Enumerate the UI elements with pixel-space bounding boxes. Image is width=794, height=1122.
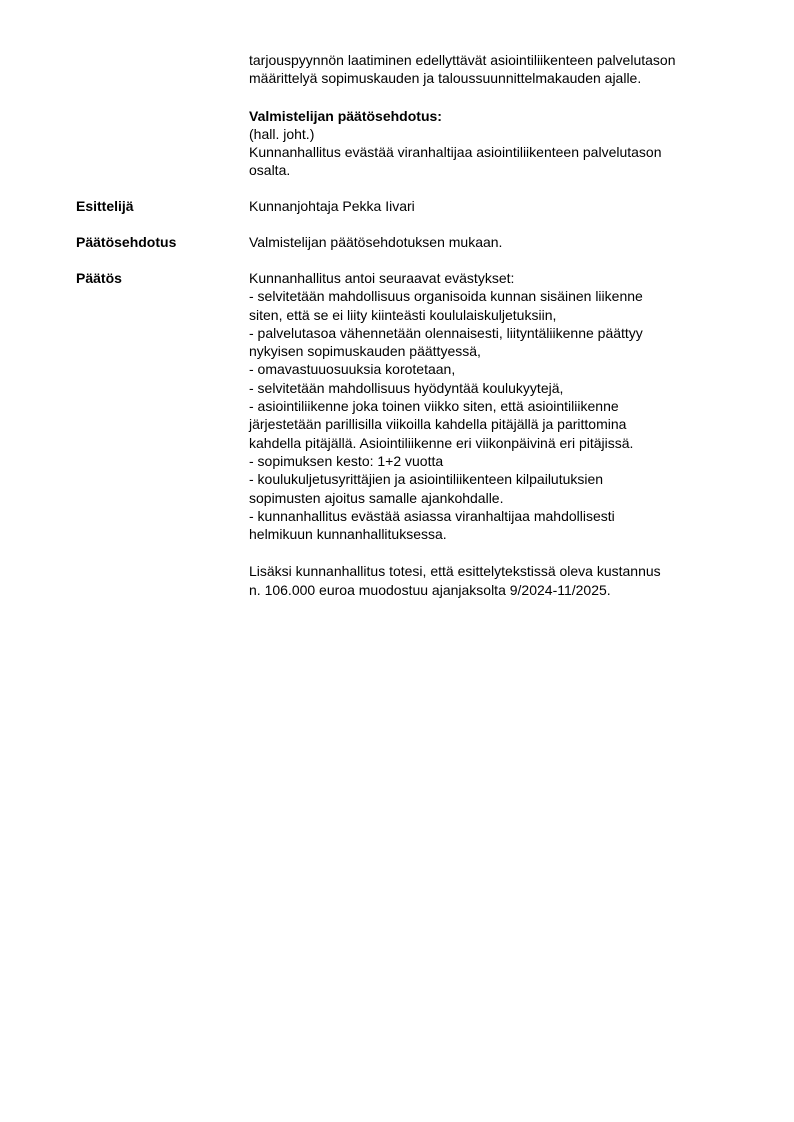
proposal-line: Kunnanhallitus evästää viranhaltijaa asiointiliikenteen palvelutason — [249, 144, 662, 161]
intro-section — [249, 51, 749, 180]
paatos-line: - sopimuksen kesto: 1+2 vuotta — [249, 452, 444, 469]
spacer — [249, 543, 749, 562]
proposal-line: osalta. — [249, 162, 291, 179]
paatosehdotus-label: Päätösehdotus — [76, 234, 177, 250]
paatos-label: Päätös — [76, 270, 122, 286]
paatos-line: - koulukuljetusyrittäjien ja asiointiliikenteen kilpailutuksien — [249, 471, 604, 488]
paatos-line: - palvelutasoa vähennetään olennaisesti, liityntäliikenne päättyy — [249, 324, 643, 341]
paatos-line: - selvitetään mahdollisuus hyödyntää koulukyytejä, — [249, 379, 564, 396]
proposal-heading: Valmistelijan päätösehdotus: — [249, 107, 442, 124]
addendum-line: n. 106.000 euroa muodostuu ajanjaksolta 9/2024-11/2025. — [249, 581, 611, 598]
intro-line: tarjouspyynnön laatiminen edellyttävät asiointiliikenteen palvelutason — [249, 52, 676, 68]
paatos-line: Kunnanhallitus antoi seuraavat evästykset: — [249, 270, 515, 286]
proposal-author: (hall. joht.) — [249, 125, 315, 142]
addendum-line: Lisäksi kunnanhallitus totesi, että esittelytekstissä oleva kustannus — [249, 563, 661, 580]
spacer — [249, 88, 749, 107]
paatos-line: nykyisen sopimuskauden päättyessä, — [249, 343, 481, 360]
paatos-line: kahdella pitäjällä. Asiointiliikenne eri viikonpäivinä eri pitäjissä. — [249, 434, 634, 451]
paatos-content — [249, 269, 749, 599]
paatos-line: - selvitetään mahdollisuus organisoida kunnan sisäinen liikenne — [249, 288, 643, 305]
paatos-line: - omavastuuosuuksia korotetaan, — [249, 361, 456, 378]
esittelija-label: Esittelijä — [76, 198, 134, 214]
paatos-line: - asiointiliikenne joka toinen viikko siten, että asiointiliikenne — [249, 398, 619, 415]
paatos-line: järjestetään parillisilla viikoilla kahdella pitäjällä ja parittomina — [249, 416, 627, 433]
paatos-line: - kunnanhallitus evästää asiassa viranhaltijaa mahdollisesti — [249, 507, 615, 524]
esittelija-value: Kunnanjohtaja Pekka Iivari — [249, 198, 415, 214]
paatos-line: siten, että se ei liity kiinteästi koululaiskuljetuksiin, — [249, 306, 557, 323]
intro-line: määrittelyä sopimuskauden ja taloussuunnittelmakauden ajalle. — [249, 70, 642, 87]
paatosehdotus-value: Valmistelijan päätösehdotuksen mukaan. — [249, 234, 503, 250]
paatos-line: helmikuun kunnanhallituksessa. — [249, 526, 447, 543]
paatos-line: sopimusten ajoitus samalle ajankohdalle. — [249, 489, 504, 506]
